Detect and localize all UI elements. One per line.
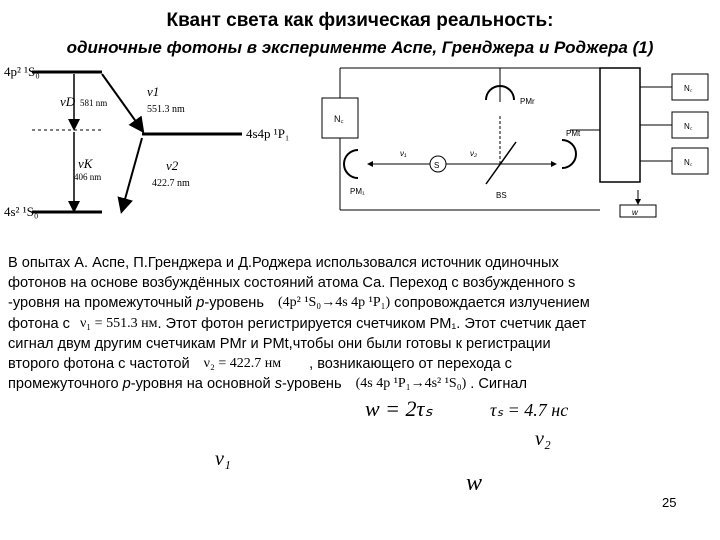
beam-splitter	[486, 142, 516, 184]
text-line-7g: . Сигнал	[470, 376, 528, 393]
nuD-label: νD	[60, 94, 76, 109]
formula-w: w = 2τₛ	[365, 396, 433, 421]
text-line-7c: -уровня на основной	[130, 376, 275, 393]
nu1-arrow	[102, 74, 142, 130]
nu2-label: ν2	[166, 158, 179, 173]
nuK-label: νK	[78, 156, 93, 171]
formula-w-symbol: w	[466, 470, 483, 496]
text-line-2: фотонов на основе возбуждённых состояний атома Са. Переход с возбужденного s	[8, 275, 576, 292]
body-paragraph	[8, 253, 710, 394]
slide-subtitle: одиночные фотоны в эксперименте Аспе, Гренджера и Роджера (1)	[66, 38, 654, 57]
text-line-7e: -уровень	[282, 376, 342, 393]
bs-label: BS	[496, 191, 507, 200]
pmt-label: PMt	[566, 129, 581, 138]
text-line-7a: промежуточного	[8, 376, 123, 393]
nuD-wavelength: 581 nm	[80, 98, 108, 108]
coincidence-unit	[600, 68, 640, 182]
top-level-label: 4p² ¹S₀	[4, 64, 40, 79]
formula-nu1-symbol: ν₁	[215, 448, 231, 470]
detector-label-2: N꜀	[684, 122, 693, 131]
mid-level-label: 4s4p ¹P₁	[246, 126, 290, 141]
pmt-detector	[562, 140, 576, 168]
text-line-6a: второго фотона с частотой	[8, 356, 190, 373]
page-number: 25	[662, 495, 677, 510]
text-line-4b: . Этот фотон регистрируется счетчиком РМ₁. Этот счетчик дает	[157, 315, 587, 332]
text-line-3c: -уровень	[204, 295, 264, 312]
bottom-level-label: 4s² ¹S₀	[4, 204, 39, 219]
counter-label: N꜀	[334, 114, 344, 124]
text-line-5: сигнал двум другим счетчикам PMr и PMt,чтобы они были готовы к регистрации	[8, 335, 551, 352]
slide-title: Квант света как физическая реальность:	[166, 10, 554, 31]
experiment-setup-diagram	[310, 60, 720, 220]
energy-level-diagram	[2, 60, 302, 220]
detector-label-1: N꜀	[684, 84, 693, 93]
v1-label: ν₁	[400, 149, 407, 158]
source-label: S	[434, 161, 440, 170]
text-line-7b: p	[122, 376, 131, 393]
formula-nu1: ν₁ = 551.3 нм	[79, 315, 158, 331]
nu2-arrow	[122, 138, 142, 210]
text-line-3a: -уровня на промежуточный	[8, 295, 197, 312]
pmr-label: PMr	[520, 97, 535, 106]
pm1-label: PM₁	[350, 187, 365, 196]
formula-tau: τₛ = 4.7 нс	[490, 400, 569, 420]
formula-nu2-symbol: ν₂	[535, 428, 551, 450]
text-line-3d: сопровождается излучением	[394, 295, 590, 312]
nu2-wavelength: 422.7 nm	[152, 178, 190, 189]
text-line-6b: , возникающего от перехода с	[309, 356, 512, 373]
nu1-label: ν1	[147, 84, 160, 99]
formula-nu2: ν₂ = 422.7 нм	[203, 356, 282, 372]
gate-pulse	[620, 205, 656, 217]
v2-label: ν₂	[470, 149, 478, 158]
detector-label-3: N꜀	[684, 158, 693, 167]
pm1-detector	[344, 150, 358, 178]
text-line-1: В опытах А. Аспе, П.Гренджера и Д.Роджера использовался источник одиночных	[8, 255, 559, 271]
formula-transition-2: (4s 4p ¹P₁→4s² ¹S₀)	[355, 376, 467, 392]
nu1-wavelength: 551.3 nm	[147, 104, 185, 115]
text-line-4a: фотона с	[8, 315, 70, 332]
text-line-7d: s	[274, 376, 282, 393]
formula-transition-1: (4p² ¹S₀→4s 4p ¹P₁)	[277, 295, 391, 311]
nuK-wavelength: 406 nm	[74, 172, 102, 182]
gate-label: w	[632, 208, 638, 217]
text-line-3b: p	[196, 295, 205, 312]
